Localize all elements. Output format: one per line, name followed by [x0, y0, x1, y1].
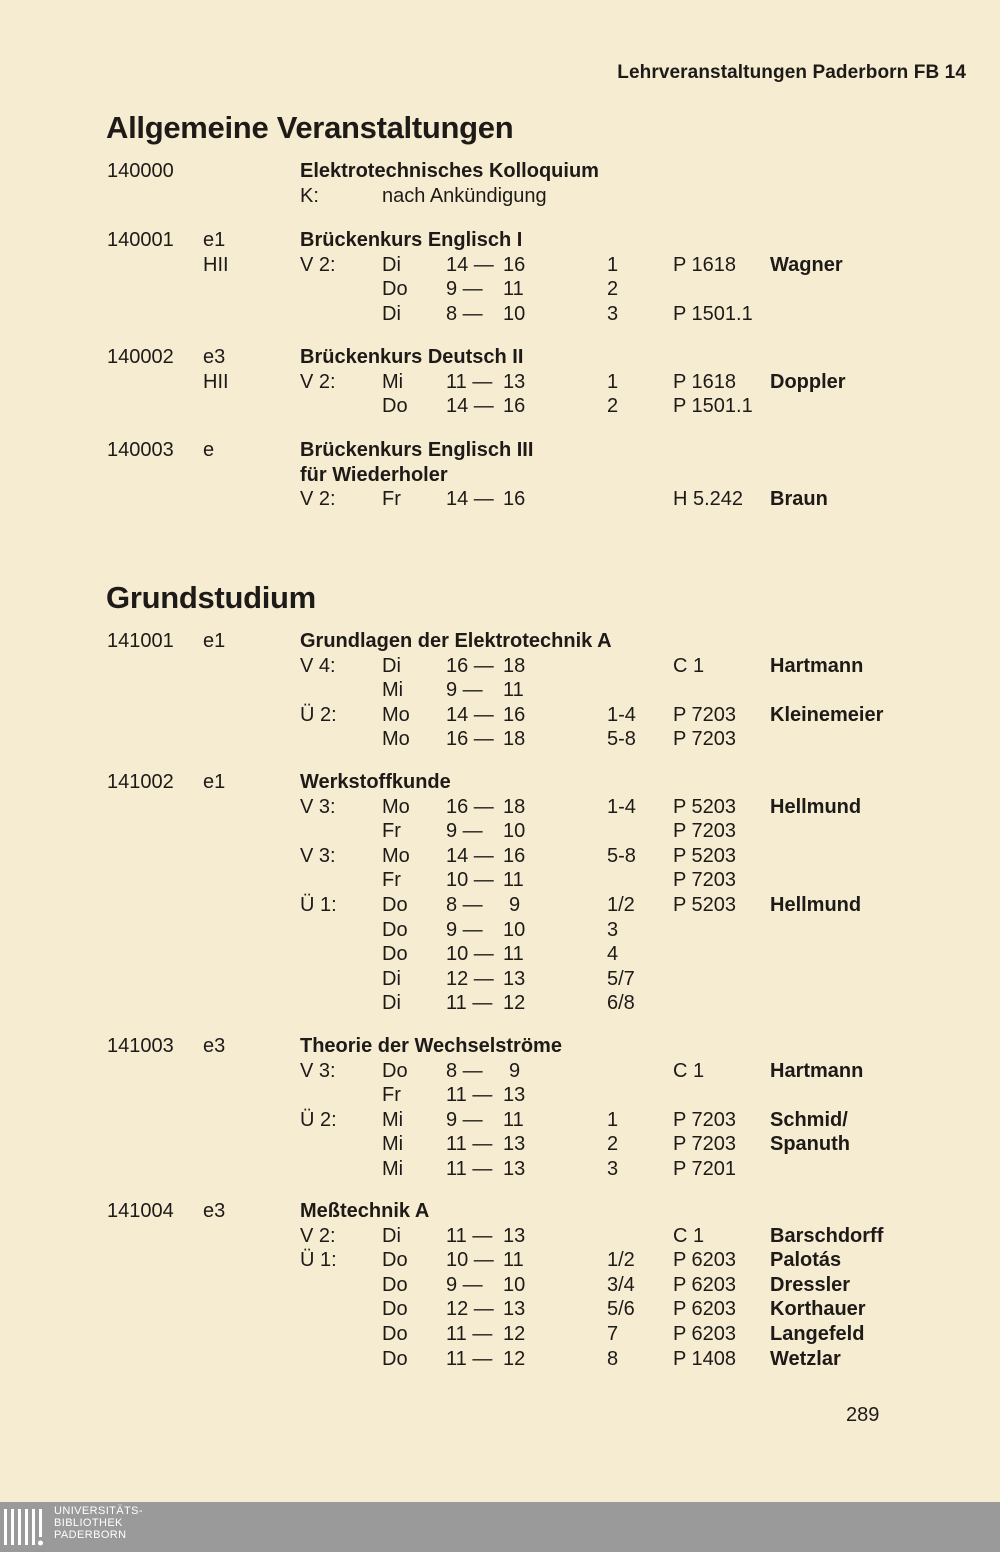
course-time-end: 10 — [503, 1273, 526, 1296]
course-time-start: 14 — — [446, 488, 494, 511]
course-title-line — [0, 439, 1000, 463]
page-number: 289 — [846, 1404, 880, 1426]
course-type: K: — [300, 184, 319, 207]
course-time-end: 13 — [503, 967, 526, 990]
course-lecturer: Kleinemeier — [770, 703, 884, 726]
course-level: e1 — [203, 229, 226, 251]
course-group: 3 — [607, 918, 619, 941]
course-day: Do — [382, 894, 408, 916]
course-group: 1/2 — [607, 1249, 635, 1272]
course-time-start: 8 — — [446, 302, 483, 325]
course-time-start: 12 — — [446, 967, 494, 990]
course-number: 140000 — [107, 160, 174, 182]
course-level: e1 — [203, 771, 226, 793]
course-room: P 7203 — [673, 869, 737, 892]
course-title: Grundlagen der Elektrotechnik A — [300, 630, 612, 652]
course-time-start: 10 — — [446, 1249, 494, 1272]
course-time-end: 13 — [503, 1224, 526, 1247]
schedule-row — [0, 185, 1000, 209]
course-group: 1-4 — [607, 703, 636, 726]
library-logo-line: PADERBORN — [54, 1529, 127, 1541]
course-group: 5/7 — [607, 967, 635, 990]
course-day: Di — [382, 1224, 401, 1247]
course-type: V 2: — [300, 488, 336, 511]
course-title-line — [0, 346, 1000, 370]
course-group: 7 — [607, 1323, 619, 1345]
course-time-end: 11 — [503, 943, 524, 966]
course-level: e3 — [203, 1200, 226, 1222]
course-room: P 6203 — [673, 1249, 737, 1272]
course-time-end: 13 — [503, 1298, 526, 1321]
course-lecturer: Barschdorff — [770, 1224, 884, 1247]
course-audience: HII — [203, 370, 229, 393]
course-time-start: 11 — — [446, 1323, 493, 1345]
schedule-row — [0, 278, 1000, 302]
course-day: Fr — [382, 869, 401, 892]
library-logo-line: UNIVERSITÄTS- — [54, 1505, 143, 1517]
schedule-row — [0, 869, 1000, 893]
schedule-row — [0, 728, 1000, 752]
course-lecturer: Hellmund — [770, 894, 862, 916]
course-lecturer: Wagner — [770, 253, 843, 276]
course-number: 141001 — [107, 630, 174, 652]
schedule-row — [0, 1158, 1000, 1182]
course-day: Do — [382, 1273, 408, 1296]
course-lecturer: Spanuth — [770, 1133, 850, 1156]
course-time-end: 12 — [503, 1323, 526, 1345]
course-time-start: 10 — — [446, 869, 494, 892]
course-group: 2 — [607, 278, 619, 301]
schedule-row — [0, 1298, 1000, 1322]
course-day: Mi — [382, 1133, 404, 1156]
course-level: e3 — [203, 346, 226, 368]
course-day: Di — [382, 654, 401, 677]
course-day: Do — [382, 1059, 408, 1082]
course-day: Mi — [382, 1108, 404, 1131]
course-time-start: 14 — — [446, 703, 494, 726]
course-time-end: 16 — [503, 395, 526, 418]
schedule-row — [0, 655, 1000, 679]
course-type: V 3: — [300, 844, 336, 867]
course-time-end: 16 — [503, 703, 526, 726]
schedule-row — [0, 395, 1000, 419]
course-number: 141003 — [107, 1035, 174, 1057]
course-time-start: 16 — — [446, 728, 494, 751]
course-title: Theorie der Wechselströme — [300, 1035, 562, 1057]
course-room: P 7203 — [673, 820, 737, 843]
course-room: P 5203 — [673, 795, 737, 818]
course-room: C 1 — [673, 1059, 705, 1082]
course-group: 6/8 — [607, 992, 635, 1015]
course-type: Ü 1: — [300, 1249, 337, 1272]
course-day: Do — [382, 278, 408, 301]
course-time-end: 10 — [503, 918, 526, 941]
course-title-line — [0, 1035, 1000, 1059]
schedule-row — [0, 704, 1000, 728]
course-day: Do — [382, 395, 408, 418]
course-room: P 7203 — [673, 1133, 737, 1156]
course-time-end: 11 — [503, 1108, 524, 1131]
course-room: P 7203 — [673, 728, 737, 751]
course-number: 140003 — [107, 439, 174, 461]
course-day: Di — [382, 967, 401, 990]
library-footer — [0, 1502, 1000, 1552]
course-room: P 1501.1 — [673, 395, 753, 418]
course-type: V 3: — [300, 795, 336, 818]
course-number: 141002 — [107, 771, 174, 793]
course-type: V 2: — [300, 253, 336, 276]
course-room: P 1501.1 — [673, 302, 753, 325]
course-time-end: 9 — [509, 894, 521, 916]
course-time-start: 11 — — [446, 1084, 493, 1107]
schedule-row — [0, 1225, 1000, 1249]
course-lecturer: Braun — [770, 488, 828, 511]
course-time-end: 9 — [509, 1059, 521, 1082]
course-group: 3/4 — [607, 1273, 635, 1296]
course-room: P 1618 — [673, 370, 737, 393]
course-time-start: 11 — — [446, 1224, 493, 1247]
schedule-row — [0, 894, 1000, 918]
course-time-end: 12 — [503, 1347, 526, 1370]
course-group: 1/2 — [607, 894, 635, 916]
schedule-row — [0, 796, 1000, 820]
library-logo-text — [54, 1505, 143, 1541]
course-title: Brückenkurs Englisch III — [300, 439, 534, 461]
course-lecturer: Korthauer — [770, 1298, 866, 1321]
course-group: 1 — [607, 253, 619, 276]
course-time-start: 11 — — [446, 1133, 493, 1156]
course-time-start: 14 — — [446, 253, 494, 276]
course-day: Mo — [382, 844, 410, 867]
running-head: Lehrveranstaltungen Paderborn FB 14 — [617, 62, 966, 83]
section-title: Grundstudium — [106, 580, 316, 615]
course-room: C 1 — [673, 1224, 705, 1247]
course-time-start: 8 — — [446, 1059, 483, 1082]
course-number: 140002 — [107, 346, 174, 368]
course-room: P 6203 — [673, 1273, 737, 1296]
course-room: P 5203 — [673, 894, 737, 916]
course-time-end: 11 — [503, 278, 524, 301]
course-group: 8 — [607, 1347, 619, 1370]
course-room: P 7203 — [673, 1108, 737, 1131]
course-time-start: 11 — — [446, 1158, 493, 1180]
schedule-row — [0, 1109, 1000, 1133]
course-room: P 6203 — [673, 1298, 737, 1321]
course-time-end: 11 — [503, 869, 524, 892]
course-day: Di — [382, 302, 401, 325]
course-title-line — [0, 771, 1000, 795]
course-title: für Wiederholer — [300, 463, 448, 486]
schedule-row — [0, 1060, 1000, 1084]
course-day: Fr — [382, 820, 401, 843]
course-day: Di — [382, 253, 401, 276]
course-time-end: 11 — [503, 1249, 524, 1272]
course-room: P 7201 — [673, 1158, 737, 1180]
course-room: P 6203 — [673, 1323, 737, 1345]
course-lecturer: Schmid/ — [770, 1108, 848, 1131]
schedule-row — [0, 1084, 1000, 1108]
course-day: Di — [382, 992, 401, 1015]
schedule-row — [0, 845, 1000, 869]
course-time-end: 10 — [503, 302, 526, 325]
course-title: Werkstoffkunde — [300, 771, 451, 793]
course-type: Ü 2: — [300, 1108, 337, 1131]
course-time-start: 14 — — [446, 844, 494, 867]
course-room: P 5203 — [673, 844, 737, 867]
course-room: C 1 — [673, 654, 705, 677]
course-time-start: 9 — — [446, 1273, 483, 1296]
course-time-end: 13 — [503, 1084, 526, 1107]
course-lecturer: Hartmann — [770, 654, 864, 677]
course-time-start: 9 — — [446, 679, 483, 702]
course-day: Mi — [382, 679, 404, 702]
course-level: e — [203, 439, 215, 461]
course-lecturer: Dressler — [770, 1273, 851, 1296]
course-room: P 1618 — [673, 253, 737, 276]
course-time-start: 11 — — [446, 1347, 493, 1370]
schedule-row — [0, 1348, 1000, 1372]
course-time-start: 11 — — [446, 992, 493, 1015]
course-time-end: 18 — [503, 795, 526, 818]
course-lecturer: Hellmund — [770, 795, 862, 818]
course-title-line — [0, 160, 1000, 184]
course-group: 5/6 — [607, 1298, 635, 1321]
course-day: Do — [382, 943, 408, 966]
course-title-line — [0, 464, 1000, 488]
course-day: Mo — [382, 703, 410, 726]
course-room: H 5.242 — [673, 488, 744, 511]
course-lecturer: Hartmann — [770, 1059, 864, 1082]
schedule-row — [0, 679, 1000, 703]
course-title-line — [0, 229, 1000, 253]
course-title: Elektrotechnisches Kolloquium — [300, 160, 599, 182]
course-time-start: 11 — — [446, 370, 493, 393]
course-time-start: 9 — — [446, 278, 483, 301]
section-title: Allgemeine Veranstaltungen — [106, 110, 514, 145]
library-logo-icon — [2, 1505, 46, 1549]
course-group: 2 — [607, 1133, 619, 1156]
course-title: Brückenkurs Englisch I — [300, 229, 523, 251]
course-group: 2 — [607, 395, 619, 418]
course-day: Do — [382, 1323, 408, 1345]
course-day: Fr — [382, 1084, 401, 1107]
course-type: Ü 2: — [300, 703, 337, 726]
course-time-end: 16 — [503, 488, 526, 511]
course-group: 5-8 — [607, 728, 636, 751]
course-time-end: 18 — [503, 728, 526, 751]
course-day: Fr — [382, 488, 401, 511]
course-type: V 2: — [300, 1224, 336, 1247]
course-time-end: 13 — [503, 370, 526, 393]
course-day: Mo — [382, 728, 410, 751]
course-time-end: 16 — [503, 253, 526, 276]
course-time-start: 16 — — [446, 654, 494, 677]
course-group: 1 — [607, 1108, 619, 1131]
course-day: Do — [382, 1347, 408, 1370]
course-time-start: 8 — — [446, 894, 483, 916]
course-day: Mo — [382, 795, 410, 818]
course-time-end: 13 — [503, 1158, 526, 1180]
schedule-row — [0, 1323, 1000, 1347]
course-group: 5-8 — [607, 844, 636, 867]
schedule-row — [0, 1274, 1000, 1298]
schedule-row — [0, 968, 1000, 992]
course-time-start: 14 — — [446, 395, 494, 418]
course-number: 141004 — [107, 1200, 174, 1222]
schedule-row — [0, 371, 1000, 395]
schedule-row — [0, 992, 1000, 1016]
course-time-start: 9 — — [446, 918, 483, 941]
schedule-row — [0, 1133, 1000, 1157]
course-group: 3 — [607, 1158, 619, 1180]
course-day: Do — [382, 1249, 408, 1272]
course-time-start: 9 — — [446, 1108, 483, 1131]
course-type: Ü 1: — [300, 894, 337, 916]
schedule-row — [0, 943, 1000, 967]
course-time-end: 10 — [503, 820, 526, 843]
course-day: Do — [382, 1298, 408, 1321]
course-lecturer: Wetzlar — [770, 1347, 841, 1370]
course-day: Mi — [382, 1158, 404, 1180]
course-level: e1 — [203, 630, 226, 652]
course-time-end: 16 — [503, 844, 526, 867]
course-group: 1-4 — [607, 795, 636, 818]
course-room: P 1408 — [673, 1347, 737, 1370]
course-time-end: 12 — [503, 992, 526, 1015]
course-group: 4 — [607, 943, 619, 966]
course-time-start: 16 — — [446, 795, 494, 818]
course-title: Brückenkurs Deutsch II — [300, 346, 524, 368]
course-time-start: 10 — — [446, 943, 494, 966]
course-day: Do — [382, 918, 408, 941]
schedule-row — [0, 254, 1000, 278]
course-group: 3 — [607, 302, 619, 325]
course-time-start: 12 — — [446, 1298, 494, 1321]
course-number: 140001 — [107, 229, 174, 251]
course-title-line — [0, 630, 1000, 654]
course-time-end: 18 — [503, 654, 526, 677]
schedule-row — [0, 820, 1000, 844]
course-room: P 7203 — [673, 703, 737, 726]
schedule-row — [0, 919, 1000, 943]
course-time-end: 13 — [503, 1133, 526, 1156]
course-type: V 2: — [300, 370, 336, 393]
course-type: V 3: — [300, 1059, 336, 1082]
course-time-end: 11 — [503, 679, 524, 702]
course-type: V 4: — [300, 654, 336, 677]
schedule-row — [0, 488, 1000, 512]
course-lecturer: Doppler — [770, 370, 846, 393]
course-group: 1 — [607, 370, 619, 393]
course-lecturer: Palotás — [770, 1249, 842, 1272]
course-time-start: 9 — — [446, 820, 483, 843]
course-title: Meßtechnik A — [300, 1200, 430, 1222]
schedule-row — [0, 303, 1000, 327]
course-level: e3 — [203, 1035, 226, 1057]
course-day: nach Ankündigung — [382, 184, 547, 207]
course-title-line — [0, 1200, 1000, 1224]
course-audience: HII — [203, 253, 229, 276]
schedule-row — [0, 1249, 1000, 1273]
course-day: Mi — [382, 370, 404, 393]
course-lecturer: Langefeld — [770, 1323, 865, 1345]
library-logo-line: BIBLIOTHEK — [54, 1517, 123, 1529]
